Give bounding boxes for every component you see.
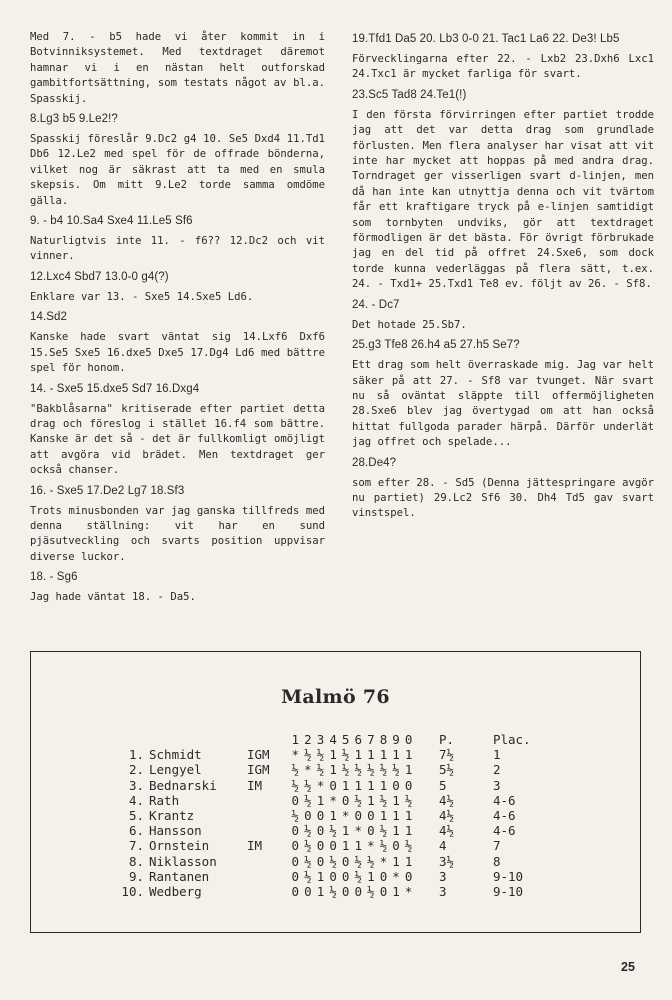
- game-result: ½: [304, 792, 312, 808]
- round-header: 2: [304, 732, 312, 747]
- game-result: 0: [367, 808, 375, 824]
- game-result: ½: [404, 838, 413, 854]
- game-result: 0: [291, 884, 300, 900]
- move-line: 14. - Sxe5 15.dxe5 Sd7 16.Dxg4: [30, 382, 200, 395]
- game-result: *: [316, 777, 325, 793]
- round-header: 6: [354, 732, 363, 747]
- crosstable-row: [115, 823, 543, 838]
- game-result: 1: [354, 777, 363, 793]
- player-placing: 4-6: [492, 792, 516, 808]
- player-number: 8.: [128, 853, 144, 869]
- game-result: ½: [379, 762, 388, 778]
- game-result: ½: [392, 762, 400, 778]
- game-result: 0: [291, 868, 300, 884]
- player-number: 7.: [128, 838, 144, 854]
- game-result: 1: [404, 808, 413, 824]
- player-name: Bednarski: [149, 777, 217, 793]
- round-header: 7: [367, 732, 375, 747]
- game-result: ½: [316, 747, 325, 763]
- game-result: 1: [404, 747, 413, 763]
- game-result: 1: [392, 808, 400, 824]
- player-placing: 3: [492, 777, 501, 793]
- game-result: 1: [404, 823, 413, 839]
- player-name: Niklasson: [149, 853, 217, 869]
- crosstable: [115, 732, 543, 899]
- round-header: 3: [316, 732, 325, 747]
- commentary-paragraph: Med 7. - b5 hade vi åter kommit in i Botvinniksystemet. Med textdraget däremot hamnar vi i en nästan helt outforskad gambitfortsättning, som testats något av bl.a. Spasskij.: [30, 31, 325, 105]
- game-result: 1: [392, 853, 400, 869]
- game-result: 0: [341, 792, 350, 808]
- page-number: 25: [621, 960, 635, 974]
- game-result: ½: [379, 838, 388, 854]
- player-placing: 9-10: [492, 884, 524, 900]
- game-result: 0: [304, 884, 312, 900]
- player-number: 6.: [128, 823, 144, 839]
- commentary-paragraph: Jag hade väntat 18. - Da5.: [30, 591, 196, 604]
- game-result: 1: [392, 792, 400, 808]
- round-header: 5: [341, 732, 350, 747]
- commentary-paragraph: Ett drag som helt överraskade mig. Jag var helt säker på att 27. - Sf8 var tvunget. När svart nu så oväntat släppte till offermöjligheten 28.Sxe6 blev jag övertygad om att han också hittat fullgoda parader härpå. Därför underlät jag offret och spelade...: [352, 359, 654, 449]
- player-number: 10.: [121, 884, 144, 900]
- game-result: ½: [367, 853, 375, 869]
- crosstable-title: Malmö 76: [281, 686, 390, 708]
- game-result: 1: [354, 838, 363, 854]
- game-result: 0: [354, 884, 363, 900]
- crosstable-box: [30, 651, 641, 933]
- game-result: ½: [304, 777, 312, 793]
- game-result: 0: [316, 808, 325, 824]
- crosstable-row: [115, 778, 543, 793]
- game-result: 1: [392, 747, 400, 763]
- game-result: 0: [392, 777, 400, 793]
- commentary-paragraph: Trots minusbonden var jag ganska tillfreds med denna ställning: vit har en sund pjäsutveckling och svarts position uppvisar diverse luckor.: [30, 504, 325, 563]
- player-points: 4½: [438, 792, 454, 808]
- game-result: 1: [367, 747, 375, 763]
- game-result: 0: [341, 884, 350, 900]
- player-name: Krantz: [149, 808, 195, 824]
- game-result: 0: [367, 823, 375, 839]
- move-line: 25.g3 Tfe8 26.h4 a5 27.h5 Se7?: [352, 339, 520, 352]
- game-result: ½: [354, 762, 363, 778]
- game-result: 0: [379, 868, 388, 884]
- player-points: 3: [438, 868, 447, 884]
- game-result: 1: [329, 747, 337, 763]
- player-placing: 7: [492, 838, 501, 854]
- game-result: 1: [341, 838, 350, 854]
- game-result: 1: [329, 762, 337, 778]
- game-result: 0: [404, 868, 413, 884]
- game-result: 1: [379, 747, 388, 763]
- player-name: Rantanen: [149, 868, 210, 884]
- game-result: 1: [341, 823, 350, 839]
- game-result: ½: [329, 884, 337, 900]
- player-placing: 2: [492, 762, 501, 778]
- player-name: Rath: [149, 792, 180, 808]
- round-header: 4: [329, 732, 337, 747]
- game-result: 1: [379, 808, 388, 824]
- player-number: 9.: [128, 868, 144, 884]
- game-result: *: [304, 762, 312, 778]
- game-result: ½: [354, 868, 363, 884]
- game-result: 1: [367, 868, 375, 884]
- game-result: *: [354, 823, 363, 839]
- game-result: ½: [379, 823, 388, 839]
- player-points: 4: [438, 838, 447, 854]
- game-result: ½: [316, 762, 325, 778]
- game-result: ½: [304, 823, 312, 839]
- game-result: 1: [329, 808, 337, 824]
- commentary-paragraph: Naturligtvis inte 11. - f6?? 12.Dc2 och vit vinner.: [30, 235, 325, 263]
- crosstable-row: [115, 762, 543, 777]
- game-result: 0: [316, 823, 325, 839]
- commentary-paragraph: som efter 28. - Sd5 (Denna jättespringare avgör nu partiet) 29.Lc2 Sf6 30. Dh4 Td5 gav svart vinstspel.: [352, 476, 654, 520]
- player-name: Ornstein: [149, 838, 210, 854]
- commentary-paragraph: Spasskij föreslår 9.Dc2 g4 10. Se5 Dxd4 11.Td1 Db6 12.Le2 med spel för de offrade bönderna, vilket nog är säkrast att ta med en smula skepsis. Om mitt 9.Le2 torde samma omdöme gälla.: [30, 133, 325, 207]
- crosstable-row: [115, 854, 543, 869]
- player-title: IGM: [247, 747, 270, 763]
- crosstable-row: [115, 808, 543, 823]
- game-result: *: [329, 792, 337, 808]
- game-result: ½: [367, 762, 375, 778]
- player-placing: 4-6: [492, 823, 516, 839]
- move-line: 12.Lxc4 Sbd7 13.0-0 g4(?): [30, 270, 169, 283]
- game-result: 0: [329, 838, 337, 854]
- player-number: 4.: [128, 792, 144, 808]
- game-result: ½: [329, 823, 337, 839]
- placing-header: Plac.: [492, 732, 531, 747]
- player-placing: 4-6: [492, 808, 516, 824]
- game-result: ½: [304, 747, 312, 763]
- player-name: Hansson: [149, 823, 202, 839]
- game-result: 1: [316, 792, 325, 808]
- game-result: *: [404, 884, 413, 900]
- game-result: ½: [291, 777, 300, 793]
- move-line: 14.Sd2: [30, 311, 68, 324]
- move-line: 19.Tfd1 Da5 20. Lb3 0-0 21. Tac1 La6 22. De3! Lb5: [352, 33, 620, 45]
- player-name: Wedberg: [149, 884, 202, 900]
- move-line: 28.De4?: [352, 456, 397, 469]
- game-result: 0: [291, 853, 300, 869]
- round-header: 9: [392, 732, 400, 747]
- player-title: [247, 823, 289, 838]
- player-number: 5.: [128, 808, 144, 824]
- game-result: 1: [341, 777, 350, 793]
- move-line: 24. - Dc7: [352, 298, 400, 311]
- player-points: 3: [438, 884, 447, 900]
- round-header: 0: [404, 732, 413, 747]
- round-header: 1: [291, 732, 300, 747]
- player-points: 5: [438, 777, 447, 793]
- player-title: [247, 869, 289, 884]
- commentary-paragraph: Förvecklingarna efter 22. - Lxb2 23.Dxh6 Lxc1 24.Txc1 är mycket farliga för svart.: [352, 53, 654, 81]
- game-result: ½: [341, 747, 350, 763]
- game-result: *: [367, 838, 375, 854]
- game-result: ½: [291, 808, 300, 824]
- crosstable-row: [115, 838, 543, 853]
- game-result: 1: [316, 884, 325, 900]
- player-title: [247, 793, 289, 808]
- game-result: ½: [379, 792, 388, 808]
- commentary-paragraph: "Bakblåsarna" kritiserade efter partiet detta drag och föreslog i stället 16.f4 som bättre. Kanske är det så - det är fullkomligt omöjligt att avgöra vid brädet. Men textdraget ger också chanser.: [30, 402, 325, 477]
- player-title: [247, 808, 289, 823]
- commentary-paragraph: I den första förvirringen efter partiet trodde jag att det var detta drag som grundlade förlusten. Men flera analyser har visat att vit inte har mycket att hoppas på med andra drag. Torndraget ger visserligen svart d-linjen, men då han inte kan utnyttja denna och vit tvärtom får ett kraftigare tryck på e-linjen samtidigt som tornbyten undviks, gör att textdraget förmodligen är det bästa. För övrigt förbrukade jag en del tid på offret 24.Sxe6, som dock torde kunna vederläggas på flera sätt, t.ex. 24. - Txd1+ 25.Txd1 Te8 ev. följt av 26. - Sf8.: [352, 108, 654, 291]
- game-result: 1: [367, 777, 375, 793]
- game-result: ½: [367, 884, 375, 900]
- game-result: 1: [354, 747, 363, 763]
- player-placing: 8: [492, 853, 501, 869]
- game-result: ½: [304, 838, 312, 854]
- player-number: 2.: [128, 762, 144, 778]
- game-result: 1: [404, 762, 413, 778]
- game-result: 1: [316, 868, 325, 884]
- game-result: 1: [367, 792, 375, 808]
- crosstable-header-row: [115, 732, 543, 747]
- game-result: 0: [316, 853, 325, 869]
- commentary-paragraph: Enklare var 13. - Sxe5 14.Sxe5 Ld6.: [30, 290, 254, 303]
- player-title: IGM: [247, 762, 270, 778]
- game-result: 0: [304, 808, 312, 824]
- game-result: 0: [316, 838, 325, 854]
- game-result: 0: [341, 853, 350, 869]
- player-name: Schmidt: [149, 747, 202, 763]
- game-result: 0: [354, 808, 363, 824]
- game-result: ½: [304, 868, 312, 884]
- move-line: 8.Lg3 b5 9.Le2!?: [30, 113, 118, 126]
- player-title: [247, 884, 289, 899]
- player-points: 5½: [438, 762, 454, 778]
- player-title: [247, 854, 289, 869]
- player-placing: 9-10: [492, 868, 524, 884]
- crosstable-row: [115, 793, 543, 808]
- game-result: ½: [341, 762, 350, 778]
- player-placing: 1: [492, 747, 501, 763]
- game-result: *: [379, 853, 388, 869]
- game-result: 0: [379, 884, 388, 900]
- player-points: 4½: [438, 823, 454, 839]
- game-result: ½: [404, 792, 413, 808]
- game-result: ½: [354, 792, 363, 808]
- game-result: 0: [291, 823, 300, 839]
- game-result: *: [341, 808, 350, 824]
- game-result: 1: [379, 777, 388, 793]
- game-result: 0: [392, 838, 400, 854]
- move-line: 18. - Sg6: [30, 571, 78, 584]
- game-result: ½: [304, 853, 312, 869]
- left-column: [30, 30, 325, 611]
- game-result: 0: [329, 868, 337, 884]
- player-title: IM: [247, 777, 263, 793]
- game-result: 1: [392, 884, 400, 900]
- commentary-paragraph: Kanske hade svart väntat sig 14.Lxf6 Dxf6 15.Se5 Sxe5 16.dxe5 Dxe5 17.Dg4 Ld6 med bättre spel för honom.: [30, 331, 325, 375]
- game-result: 1: [404, 853, 413, 869]
- move-line: 16. - Sxe5 17.De2 Lg7 18.Sf3: [30, 484, 185, 497]
- game-result: 1: [392, 823, 400, 839]
- game-result: 0: [404, 777, 413, 793]
- player-points: 7½: [438, 747, 454, 763]
- game-result: ½: [329, 853, 337, 869]
- player-number: 3.: [128, 777, 144, 793]
- player-points: 4½: [438, 808, 454, 824]
- crosstable-row: [115, 884, 543, 899]
- move-line: 23.Sc5 Tad8 24.Te1(!): [352, 88, 467, 101]
- points-header: P.: [438, 732, 454, 747]
- player-number: 1.: [128, 747, 144, 763]
- game-result: 0: [329, 777, 337, 793]
- right-column: [352, 30, 654, 527]
- game-result: ½: [291, 762, 300, 778]
- crosstable-row: [115, 747, 543, 762]
- commentary-paragraph: Det hotade 25.Sb7.: [352, 318, 467, 331]
- round-header: 8: [379, 732, 388, 747]
- move-line: 9. - b4 10.Sa4 Sxe4 11.Le5 Sf6: [30, 215, 193, 228]
- game-result: ½: [354, 853, 363, 869]
- player-name: Lengyel: [149, 762, 202, 778]
- player-points: 3½: [438, 853, 454, 869]
- game-result: 0: [291, 838, 300, 854]
- game-result: 0: [291, 792, 300, 808]
- crosstable-row: [115, 869, 543, 884]
- game-result: *: [291, 747, 300, 763]
- game-result: 0: [341, 868, 350, 884]
- game-result: *: [392, 868, 400, 884]
- player-title: IM: [247, 838, 263, 854]
